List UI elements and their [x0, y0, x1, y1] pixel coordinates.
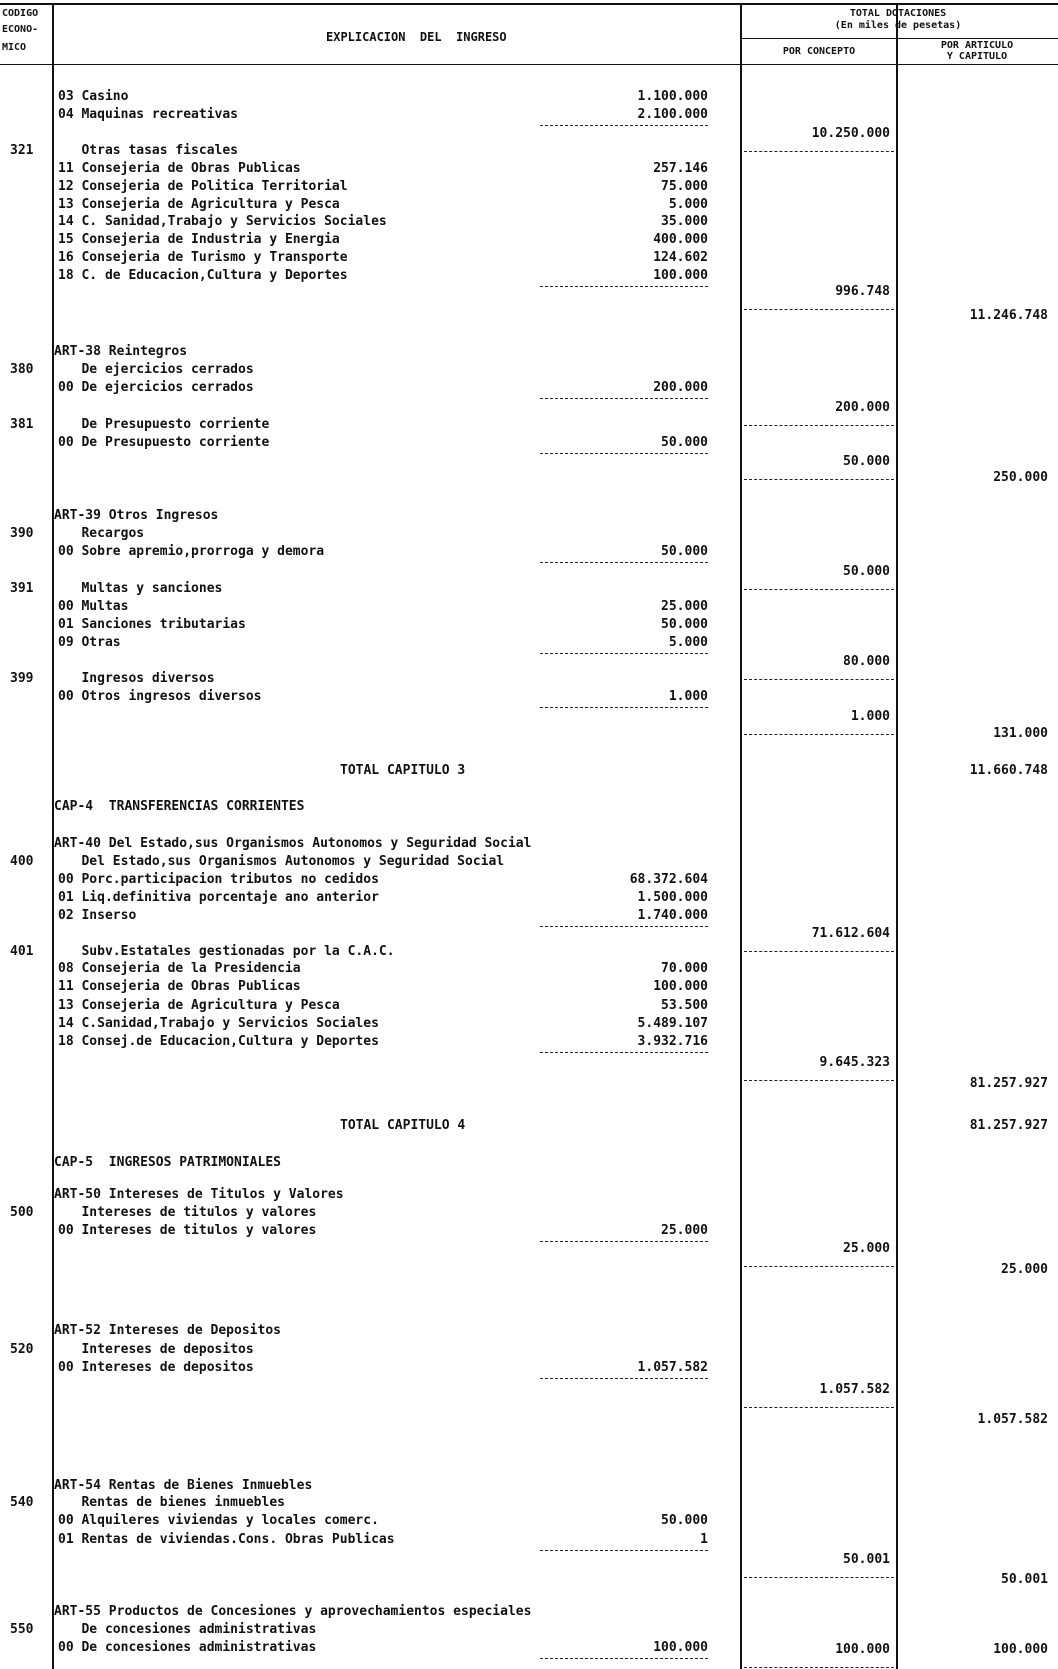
concept-total: 50.000: [843, 564, 890, 579]
line-description: Intereses de titulos y valores: [58, 1205, 317, 1220]
line-amount: 25.000: [661, 1223, 708, 1238]
header-code-line-3: MICO: [2, 42, 27, 53]
line-description: Multas y sanciones: [58, 581, 223, 596]
amount-subtotal-rule: [540, 562, 708, 563]
concept-total-rule: [744, 425, 894, 426]
section-heading: ART-38 Reintegros: [54, 344, 188, 359]
section-heading: ART-39 Otros Ingresos: [54, 508, 219, 523]
economic-code: 399: [10, 671, 34, 686]
header-por-articulo: POR ARTICULO: [940, 40, 1014, 51]
article-chapter-total: 81.257.927: [969, 1076, 1048, 1091]
concept-total: 996.748: [835, 284, 890, 299]
line-amount: 100.000: [653, 979, 708, 994]
line-description: De Presupuesto corriente: [58, 417, 270, 432]
header-code-line-2: ECONO-: [2, 24, 39, 35]
section-heading: ART-50 Intereses de Titulos y Valores: [54, 1187, 344, 1202]
line-amount: 400.000: [653, 232, 708, 247]
line-description: Subv.Estatales gestionadas por la C.A.C.: [58, 944, 395, 959]
totals-subheader-line: [740, 38, 1058, 39]
header-y-capitulo: Y CAPITULO: [946, 51, 1008, 62]
line-amount: 1.057.582: [637, 1360, 708, 1375]
article-chapter-total: 25.000: [1001, 1262, 1048, 1277]
concept-total-rule: [744, 151, 894, 152]
line-description: 00 Porc.participacion tributos no cedidos: [58, 872, 379, 887]
amount-subtotal-rule: [540, 286, 708, 287]
line-description: Intereses de depositos: [58, 1342, 254, 1357]
line-description: Rentas de bienes inmuebles: [58, 1495, 285, 1510]
line-amount: 5.000: [668, 197, 708, 212]
line-description: 00 Sobre apremio,prorroga y demora: [58, 544, 325, 559]
line-amount: 53.500: [661, 998, 708, 1013]
line-amount: 75.000: [661, 179, 708, 194]
header-totals-title: TOTAL DOTACIONES: [849, 8, 947, 19]
line-amount: 25.000: [661, 599, 708, 614]
line-amount: 257.146: [653, 161, 708, 176]
line-amount: 200.000: [653, 380, 708, 395]
chapter-column-divider: [896, 3, 898, 1669]
amount-subtotal-rule: [540, 453, 708, 454]
section-heading: ART-40 Del Estado,sus Organismos Autonomos y Seguridad Social: [54, 836, 532, 851]
line-description: 16 Consejeria de Turismo y Transporte: [58, 250, 348, 265]
header-por-concepto: POR CONCEPTO: [782, 46, 856, 57]
economic-code: 390: [10, 526, 34, 541]
article-chapter-total: 50.001: [1001, 1572, 1048, 1587]
concept-total-rule: [744, 679, 894, 680]
article-chapter-total: 1.057.582: [977, 1412, 1048, 1427]
amount-subtotal-rule: [540, 1658, 708, 1659]
concept-total: 10.250.000: [811, 126, 890, 141]
line-amount: 5.000: [668, 635, 708, 650]
line-description: 00 Intereses de depositos: [58, 1360, 254, 1375]
line-description: 00 De concesiones administrativas: [58, 1640, 317, 1655]
concept-total-rule: [744, 1407, 894, 1408]
article-chapter-total: 11.660.748: [969, 763, 1048, 778]
concept-total: 9.645.323: [819, 1055, 890, 1070]
economic-code: 400: [10, 854, 34, 869]
line-description: 14 C.Sanidad,Trabajo y Servicios Sociales: [58, 1016, 379, 1031]
line-amount: 1.740.000: [637, 908, 708, 923]
section-heading: ART-52 Intereses de Depositos: [54, 1323, 281, 1338]
concept-total: 1.057.582: [819, 1382, 890, 1397]
line-amount: 50.000: [661, 617, 708, 632]
concept-total: 71.612.604: [811, 926, 890, 941]
amount-subtotal-rule: [540, 707, 708, 708]
amount-subtotal-rule: [540, 398, 708, 399]
amount-subtotal-rule: [540, 1052, 708, 1053]
line-description: 02 Inserso: [58, 908, 137, 923]
line-description: 01 Rentas de viviendas.Cons. Obras Publicas: [58, 1532, 395, 1547]
concept-total-rule: [744, 1577, 894, 1578]
concept-total-rule: [744, 1266, 894, 1267]
line-amount: 1: [700, 1532, 708, 1547]
concept-total: 50.001: [843, 1552, 890, 1567]
header-bottom-line: [0, 64, 1058, 65]
section-heading: ART-55 Productos de Concesiones y aprovechamientos especiales: [54, 1604, 532, 1619]
article-chapter-total: 11.246.748: [969, 308, 1048, 323]
amount-subtotal-rule: [540, 125, 708, 126]
article-chapter-total: 131.000: [993, 726, 1048, 741]
line-amount: 1.000: [668, 689, 708, 704]
line-description: 01 Sanciones tributarias: [58, 617, 246, 632]
concept-total: 50.000: [843, 454, 890, 469]
line-description: Otras tasas fiscales: [58, 143, 239, 158]
concept-total-rule: [744, 1080, 894, 1081]
amount-subtotal-rule: [540, 1550, 708, 1551]
article-chapter-total: 100.000: [993, 1642, 1048, 1657]
line-amount: 50.000: [661, 435, 708, 450]
line-description: De concesiones administrativas: [58, 1622, 317, 1637]
line-description: 11 Consejeria de Obras Publicas: [58, 161, 301, 176]
line-amount: 100.000: [653, 1640, 708, 1655]
line-amount: 100.000: [653, 268, 708, 283]
line-description: 14 C. Sanidad,Trabajo y Servicios Sociales: [58, 214, 387, 229]
section-heading: CAP-5 INGRESOS PATRIMONIALES: [54, 1155, 281, 1170]
amount-subtotal-rule: [540, 653, 708, 654]
article-chapter-total: 81.257.927: [969, 1118, 1048, 1133]
concept-total: 80.000: [843, 654, 890, 669]
economic-code: 500: [10, 1205, 34, 1220]
section-heading: ART-54 Rentas de Bienes Inmuebles: [54, 1478, 313, 1493]
line-description: Del Estado,sus Organismos Autonomos y Seguridad Social: [58, 854, 505, 869]
line-description: 00 De ejercicios cerrados: [58, 380, 254, 395]
amount-subtotal-rule: [540, 1241, 708, 1242]
line-description: Recargos: [58, 526, 145, 541]
economic-code: 540: [10, 1495, 34, 1510]
economic-code: 381: [10, 417, 34, 432]
concept-total-rule: [744, 734, 894, 735]
amount-subtotal-rule: [540, 1378, 708, 1379]
line-description: 04 Maquinas recreativas: [58, 107, 239, 122]
top-border: [0, 3, 1058, 5]
section-heading: CAP-4 TRANSFERENCIAS CORRIENTES: [54, 799, 305, 814]
economic-code: 391: [10, 581, 34, 596]
economic-code: 520: [10, 1342, 34, 1357]
concept-total-rule: [744, 951, 894, 952]
line-amount: 1.100.000: [637, 89, 708, 104]
concept-total: 100.000: [835, 1642, 890, 1657]
line-description: 13 Consejeria de Agricultura y Pesca: [58, 197, 340, 212]
header-code-line-1: CODIGO: [2, 8, 39, 19]
line-amount: 5.489.107: [637, 1016, 708, 1031]
concept-total: 25.000: [843, 1241, 890, 1256]
concept-total: 200.000: [835, 400, 890, 415]
line-amount: 50.000: [661, 1513, 708, 1528]
concept-total-rule: [744, 309, 894, 310]
line-description: 00 Intereses de titulos y valores: [58, 1223, 317, 1238]
line-description: 15 Consejeria de Industria y Energia: [58, 232, 340, 247]
line-description: 18 Consej.de Educacion,Cultura y Deportes: [58, 1034, 379, 1049]
amount-subtotal-rule: [540, 926, 708, 927]
chapter-total-label: TOTAL CAPITULO 4: [340, 1118, 466, 1133]
line-description: 08 Consejeria de la Presidencia: [58, 961, 301, 976]
concept-column-divider: [740, 3, 742, 1669]
concept-total-rule: [744, 589, 894, 590]
economic-code: 380: [10, 362, 34, 377]
line-amount: 1.500.000: [637, 890, 708, 905]
line-description: 00 Multas: [58, 599, 129, 614]
line-amount: 2.100.000: [637, 107, 708, 122]
concept-total: 1.000: [850, 709, 890, 724]
line-description: 11 Consejeria de Obras Publicas: [58, 979, 301, 994]
header-totals-units: (En miles de pesetas): [834, 20, 962, 31]
economic-code: 550: [10, 1622, 34, 1637]
line-description: 01 Liq.definitiva porcentaje ano anterior: [58, 890, 379, 905]
line-description: 00 De Presupuesto corriente: [58, 435, 270, 450]
header-explanation: EXPLICACION DEL INGRESO: [326, 30, 507, 44]
concept-total-rule: [744, 1667, 894, 1668]
chapter-total-label: TOTAL CAPITULO 3: [340, 763, 466, 778]
line-description: 09 Otras: [58, 635, 121, 650]
economic-code: 321: [10, 143, 34, 158]
article-chapter-total: 250.000: [993, 470, 1048, 485]
line-amount: 50.000: [661, 544, 708, 559]
line-description: 00 Otros ingresos diversos: [58, 689, 262, 704]
line-description: 12 Consejeria de Politica Territorial: [58, 179, 348, 194]
economic-code: 401: [10, 944, 34, 959]
line-amount: 68.372.604: [629, 872, 708, 887]
line-description: 00 Alquileres viviendas y locales comerc.: [58, 1513, 379, 1528]
line-amount: 124.602: [653, 250, 708, 265]
line-description: Ingresos diversos: [58, 671, 215, 686]
line-description: 13 Consejeria de Agricultura y Pesca: [58, 998, 340, 1013]
line-amount: 70.000: [661, 961, 708, 976]
line-amount: 35.000: [661, 214, 708, 229]
line-description: 03 Casino: [58, 89, 129, 104]
concept-total-rule: [744, 479, 894, 480]
line-description: De ejercicios cerrados: [58, 362, 254, 377]
line-description: 18 C. de Educacion,Cultura y Deportes: [58, 268, 348, 283]
line-amount: 3.932.716: [637, 1034, 708, 1049]
